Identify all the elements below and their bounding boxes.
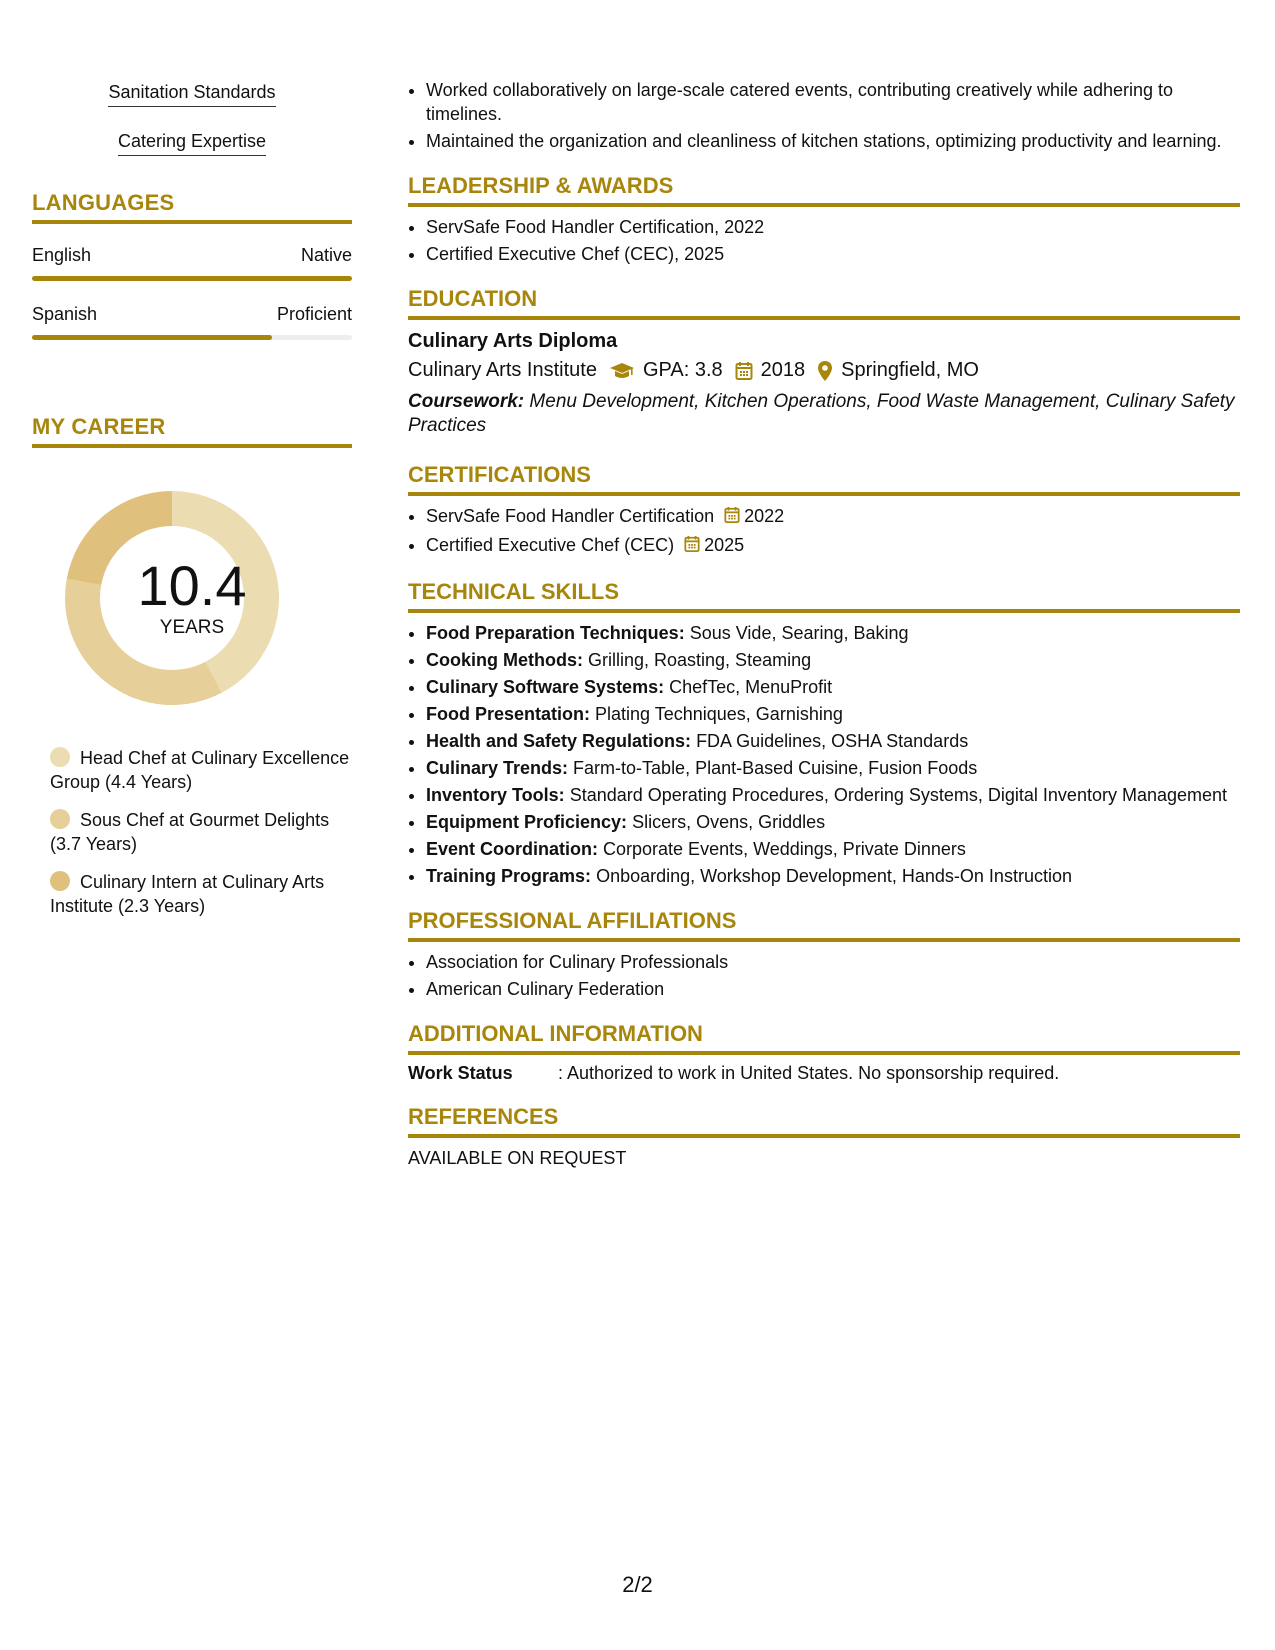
calendar-icon bbox=[735, 361, 753, 381]
certifications-list bbox=[408, 504, 1240, 559]
skill-key: Food Presentation: bbox=[426, 704, 591, 724]
page-number: 2/2 bbox=[622, 1572, 653, 1597]
technical-skill-item bbox=[426, 837, 1240, 861]
certification-year: 2025 bbox=[704, 535, 745, 555]
education-section bbox=[408, 286, 1240, 438]
certifications-title: CERTIFICATIONS bbox=[408, 462, 1240, 496]
skill-value: Sous Vide, Searing, Baking bbox=[689, 623, 909, 643]
leadership-section bbox=[408, 173, 1240, 266]
skill-value: Onboarding, Workshop Development, Hands-On Instruction bbox=[596, 866, 1072, 886]
donut-segment bbox=[67, 491, 172, 585]
left-column bbox=[32, 80, 352, 932]
education-gpa: GPA: 3.8 bbox=[642, 359, 723, 381]
certification-year: 2022 bbox=[744, 506, 785, 526]
technical-skill-item bbox=[426, 621, 1240, 645]
career-legend-item bbox=[50, 808, 352, 856]
skill-value: ChefTec, MenuProfit bbox=[669, 677, 833, 697]
language-bar-fill bbox=[32, 335, 272, 340]
education-school: Culinary Arts Institute bbox=[408, 359, 597, 381]
skill-key: Cooking Methods: bbox=[426, 650, 583, 670]
right-column bbox=[408, 78, 1240, 1169]
work-status-label: Work Status bbox=[408, 1063, 513, 1083]
education-year: 2018 bbox=[760, 359, 806, 381]
affiliations-title: PROFESSIONAL AFFILIATIONS bbox=[408, 908, 1240, 942]
leadership-item: • Certified Executive Chef (CEC), 2025 bbox=[426, 242, 1240, 266]
additional-info-title: ADDITIONAL INFORMATION bbox=[408, 1021, 1240, 1055]
calendar-icon bbox=[684, 535, 700, 559]
technical-skill-item bbox=[426, 756, 1240, 780]
language-bar bbox=[32, 276, 352, 281]
education-title: EDUCATION bbox=[408, 286, 1240, 320]
legend-dot bbox=[50, 747, 70, 767]
education-degree: Culinary Arts Diploma bbox=[408, 330, 618, 352]
certification-name: Certified Executive Chef (CEC) bbox=[426, 535, 675, 555]
references-section bbox=[408, 1104, 1240, 1169]
career-legend-label: Sous Chef at Gourmet Delights (3.7 Years) bbox=[50, 810, 330, 854]
skill-value: FDA Guidelines, OSHA Standards bbox=[696, 731, 969, 751]
affiliation-item: • American Culinary Federation bbox=[426, 977, 1240, 1001]
skill-key: Event Coordination: bbox=[426, 839, 598, 859]
technical-skill-item bbox=[426, 810, 1240, 834]
skill-key: Food Preparation Techniques: bbox=[426, 623, 685, 643]
career-legend-item bbox=[50, 746, 352, 794]
career-legend-item bbox=[50, 870, 352, 918]
technical-skills-title: TECHNICAL SKILLS bbox=[408, 579, 1240, 613]
skill-key: Equipment Proficiency: bbox=[426, 812, 628, 832]
language-level: Proficient bbox=[276, 304, 352, 324]
language-level: Native bbox=[300, 245, 352, 265]
career-legend-label: Culinary Intern at Culinary Arts Institute (2.3 Years) bbox=[50, 872, 325, 916]
language-name: Spanish bbox=[32, 304, 98, 324]
skill-value: Slicers, Ovens, Griddles bbox=[632, 812, 826, 832]
coursework-label: Coursework: bbox=[408, 391, 525, 412]
certification-name: ServSafe Food Handler Certification bbox=[426, 506, 715, 526]
career-title: MY CAREER bbox=[32, 414, 352, 448]
coursework-text: Menu Development, Kitchen Operations, Food Waste Management, Culinary Safety Practices bbox=[408, 391, 1235, 436]
references-title: REFERENCES bbox=[408, 1104, 1240, 1138]
calendar-icon bbox=[724, 506, 740, 530]
technical-skill-item bbox=[426, 675, 1240, 699]
legend-dot bbox=[50, 871, 70, 891]
additional-info-section bbox=[408, 1021, 1240, 1084]
skill-key: Training Programs: bbox=[426, 866, 592, 886]
career-legend bbox=[32, 746, 352, 918]
skill-tag: Sanitation Standards bbox=[108, 80, 275, 107]
languages-title: LANGUAGES bbox=[32, 190, 352, 224]
technical-skill-item bbox=[426, 864, 1240, 888]
affiliations-section bbox=[408, 908, 1240, 1001]
coursework bbox=[408, 390, 1240, 438]
technical-skills-list bbox=[408, 621, 1240, 888]
leadership-title: LEADERSHIP & AWARDS bbox=[408, 173, 1240, 207]
skill-key: Inventory Tools: bbox=[426, 785, 565, 805]
technical-skill-item bbox=[426, 729, 1240, 753]
technical-skill-item bbox=[426, 702, 1240, 726]
donut-segment bbox=[172, 491, 279, 693]
leadership-list bbox=[408, 215, 1240, 266]
location-pin-icon bbox=[817, 360, 833, 382]
career-donut bbox=[32, 488, 352, 728]
certification-item bbox=[426, 533, 1240, 559]
language-bar-fill bbox=[32, 276, 352, 281]
skill-key: Culinary Trends: bbox=[426, 758, 569, 778]
certifications-section bbox=[408, 462, 1240, 559]
education-details bbox=[408, 359, 1240, 382]
technical-skill-item bbox=[426, 648, 1240, 672]
education-location: Springfield, MO bbox=[841, 359, 979, 381]
affiliation-item: • Association for Culinary Professionals bbox=[426, 950, 1240, 974]
language-item bbox=[32, 244, 352, 281]
affiliations-list bbox=[408, 950, 1240, 1001]
technical-skill-item bbox=[426, 783, 1240, 807]
experience-bullets bbox=[408, 78, 1240, 153]
skill-key: Health and Safety Regulations: bbox=[426, 731, 692, 751]
graduation-cap-icon bbox=[609, 361, 635, 381]
skill-key: Culinary Software Systems: bbox=[426, 677, 665, 697]
career-legend-label: Head Chef at Culinary Excellence Group (4.4 Years) bbox=[50, 748, 350, 792]
work-status-value: : Authorized to work in United States. No sponsorship required. bbox=[558, 1063, 1060, 1083]
language-item bbox=[32, 303, 352, 340]
language-name: English bbox=[32, 245, 92, 265]
skill-tag: Catering Expertise bbox=[118, 129, 266, 156]
technical-skills-section bbox=[408, 579, 1240, 888]
skill-value: Plating Techniques, Garnishing bbox=[595, 704, 843, 724]
references-text: AVAILABLE ON REQUEST bbox=[408, 1148, 627, 1168]
career-donut-chart bbox=[32, 488, 352, 728]
career-total: 10.4 bbox=[137, 554, 247, 617]
skill-value: Standard Operating Procedures, Ordering Systems, Digital Inventory Management bbox=[569, 785, 1228, 805]
career-unit: YEARS bbox=[159, 617, 225, 638]
legend-dot bbox=[50, 809, 70, 829]
leadership-item: • ServSafe Food Handler Certification, 2022 bbox=[426, 215, 1240, 239]
language-bar bbox=[32, 335, 352, 340]
skill-value: Corporate Events, Weddings, Private Dinners bbox=[603, 839, 966, 859]
skill-value: Farm-to-Table, Plant-Based Cuisine, Fusion Foods bbox=[573, 758, 978, 778]
certification-item bbox=[426, 504, 1240, 530]
experience-bullet: • Worked collaboratively on large-scale catered events, contributing creatively while adhering to timelines. bbox=[426, 78, 1240, 126]
donut-segment bbox=[65, 579, 225, 705]
skill-value: Grilling, Roasting, Steaming bbox=[588, 650, 812, 670]
work-status-row bbox=[408, 1063, 1240, 1084]
experience-bullet: • Maintained the organization and cleanliness of kitchen stations, optimizing productivity and learning. bbox=[426, 129, 1240, 153]
